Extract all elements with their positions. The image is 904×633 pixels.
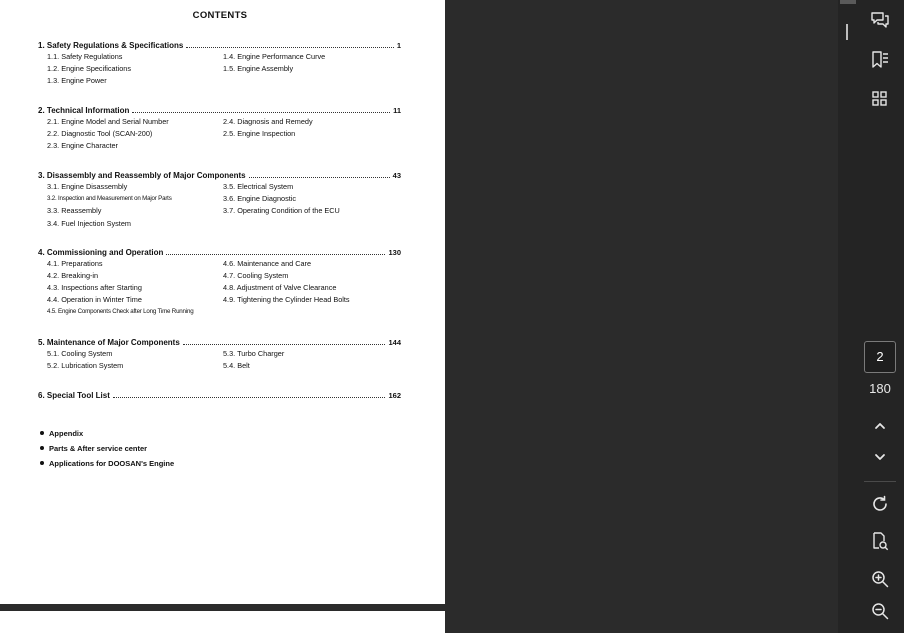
- toc-item[interactable]: 3.3. Reassembly: [47, 206, 102, 215]
- zoom-out-icon: [870, 601, 890, 621]
- zoom-in-icon: [870, 569, 890, 589]
- bookmarks-icon: [870, 50, 890, 70]
- next-document-page: [0, 611, 445, 633]
- toc-item[interactable]: 2.4. Diagnosis and Remedy: [223, 117, 313, 126]
- total-pages: 180: [869, 381, 891, 396]
- toc-item[interactable]: 4.7. Cooling System: [223, 271, 289, 280]
- appendix-item[interactable]: [40, 443, 174, 458]
- toc-item[interactable]: 3.7. Operating Condition of the ECU: [223, 206, 340, 215]
- appendix-item[interactable]: [40, 428, 174, 443]
- bullet-icon: [40, 431, 44, 435]
- bookmarks-button[interactable]: [868, 48, 892, 72]
- toolbar-divider: [864, 481, 896, 482]
- comments-button[interactable]: [868, 8, 892, 32]
- toc-section: [38, 246, 401, 315]
- previous-page-button[interactable]: [868, 414, 892, 438]
- toc-section: [38, 169, 401, 228]
- section-title: 1. Safety Regulations & Specifications: [38, 41, 184, 50]
- rotate-button[interactable]: [868, 492, 892, 516]
- toc-item[interactable]: 5.1. Cooling System: [47, 349, 113, 358]
- toc-item[interactable]: 4.6. Maintenance and Care: [223, 259, 312, 268]
- page-gap: [0, 604, 445, 611]
- toc-item[interactable]: 1.4. Engine Performance Curve: [223, 52, 326, 61]
- find-in-page-button[interactable]: [868, 529, 892, 553]
- section-page-number: 162: [388, 391, 401, 400]
- thumbnails-button[interactable]: [868, 87, 892, 111]
- current-page-input[interactable]: 2: [864, 341, 896, 373]
- leader-dots: [183, 343, 386, 345]
- toc-section-heading[interactable]: [38, 104, 401, 115]
- toc-section: [38, 389, 401, 400]
- toc-item[interactable]: 4.8. Adjustment of Valve Clearance: [223, 283, 337, 292]
- bullet-icon: [40, 446, 44, 450]
- appendix-item-label: Appendix: [49, 429, 84, 438]
- toc-item[interactable]: 5.4. Belt: [223, 361, 250, 370]
- toc-section-heading[interactable]: [38, 336, 401, 347]
- toc-item[interactable]: 1.3. Engine Power: [47, 76, 107, 85]
- appendix-item[interactable]: [40, 458, 174, 473]
- toc-item[interactable]: 2.1. Engine Model and Serial Number: [47, 117, 169, 126]
- toc-section: [38, 336, 401, 370]
- thumbnails-icon: [870, 89, 890, 109]
- toc-item[interactable]: 2.3. Engine Character: [47, 141, 118, 150]
- section-title: 5. Maintenance of Major Components: [38, 338, 180, 347]
- document-page: [0, 0, 445, 604]
- toc-item[interactable]: 3.6. Engine Diagnostic: [223, 194, 297, 203]
- comments-icon: [870, 10, 890, 30]
- leader-dots: [132, 111, 390, 113]
- find-in-page-icon: [870, 531, 890, 551]
- appendix-list: [40, 428, 174, 473]
- section-page-number: 130: [388, 248, 401, 257]
- toc-item[interactable]: 4.2. Breaking-in: [47, 271, 99, 280]
- toc-section-heading[interactable]: [38, 389, 401, 400]
- toc-item[interactable]: 1.1. Safety Regulations: [47, 52, 123, 61]
- toc-section-heading[interactable]: [38, 246, 401, 257]
- leader-dots: [166, 253, 385, 255]
- toc-item[interactable]: 4.4. Operation in Winter Time: [47, 295, 142, 304]
- section-title: 4. Commissioning and Operation: [38, 248, 164, 257]
- toc-item[interactable]: 4.3. Inspections after Starting: [47, 283, 142, 292]
- toc-section-heading[interactable]: [38, 169, 401, 180]
- scrollbar-track[interactable]: [838, 0, 856, 633]
- toc-item[interactable]: 4.1. Preparations: [47, 259, 103, 268]
- toc-item[interactable]: 3.5. Electrical System: [223, 182, 294, 191]
- leader-dots: [249, 176, 390, 178]
- toc-item[interactable]: 2.5. Engine Inspection: [223, 129, 296, 138]
- leader-dots: [186, 46, 393, 48]
- toc-item[interactable]: 5.3. Turbo Charger: [223, 349, 285, 358]
- right-toolbar: [856, 0, 904, 633]
- zoom-out-button[interactable]: [868, 599, 892, 623]
- toc-item[interactable]: 3.4. Fuel Injection System: [47, 219, 131, 228]
- toc-item[interactable]: 2.2. Diagnostic Tool (SCAN-200): [47, 129, 153, 138]
- leader-dots: [113, 396, 386, 398]
- section-title: 3. Disassembly and Reassembly of Major Components: [38, 171, 246, 180]
- page-up-icon: [870, 416, 890, 436]
- section-page-number: 43: [392, 171, 401, 180]
- page-down-icon: [870, 447, 890, 467]
- bullet-icon: [40, 461, 44, 465]
- section-page-number: 11: [393, 106, 401, 115]
- toc-item[interactable]: 5.2. Lubrication System: [47, 361, 124, 370]
- toc-section: [38, 39, 401, 85]
- appendix-item-label: Applications for DOOSAN's Engine: [49, 459, 175, 468]
- toc-section: [38, 104, 401, 150]
- section-page-number: 1: [396, 41, 401, 50]
- toc-item[interactable]: 1.5. Engine Assembly: [223, 64, 294, 73]
- scroll-position-marker: [846, 24, 848, 40]
- next-page-button[interactable]: [868, 445, 892, 469]
- zoom-in-button[interactable]: [868, 567, 892, 591]
- toc-item[interactable]: 4.9. Tightening the Cylinder Head Bolts: [223, 295, 350, 304]
- scrollbar-thumb[interactable]: [840, 0, 856, 4]
- section-title: 6. Special Tool List: [38, 391, 110, 400]
- toc-section-heading[interactable]: [38, 39, 401, 50]
- toc-item[interactable]: 3.2. Inspection and Measurement on Major Parts: [47, 195, 172, 202]
- section-title: 2. Technical Information: [38, 106, 130, 115]
- rotate-icon: [870, 494, 890, 514]
- section-page-number: 144: [388, 338, 401, 347]
- toc-item[interactable]: 3.1. Engine Disassembly: [47, 182, 128, 191]
- toc-item[interactable]: 4.5. Engine Components Check after Long Time Running: [47, 308, 194, 315]
- page-title: CONTENTS: [192, 10, 248, 21]
- toc-item[interactable]: 1.2. Engine Specifications: [47, 64, 131, 73]
- appendix-item-label: Parts & After service center: [49, 444, 148, 453]
